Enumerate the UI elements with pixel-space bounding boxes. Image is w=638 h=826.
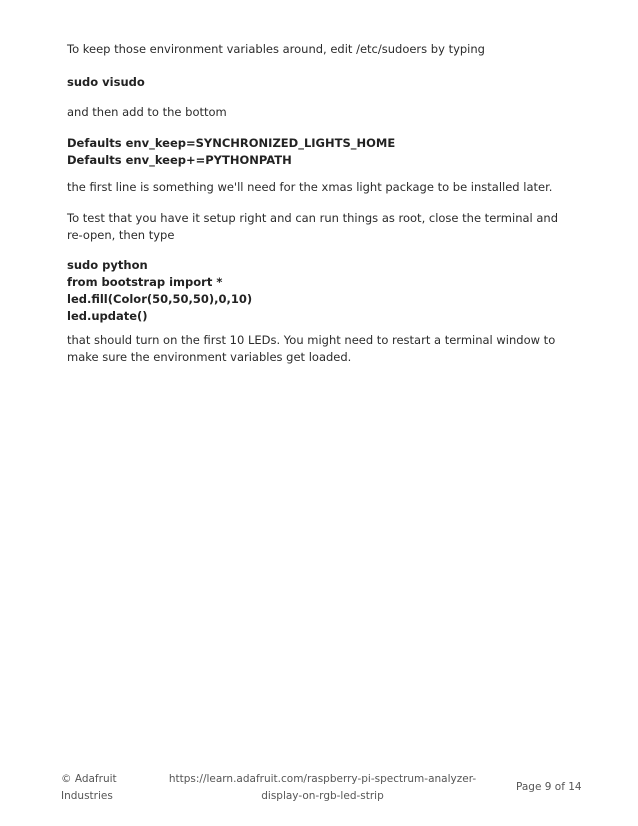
paragraph-add-bottom: and then add to the bottom xyxy=(67,105,227,119)
code-block-visudo xyxy=(67,74,567,91)
code-block-defaults xyxy=(67,135,567,169)
footer-page-number: Page 9 of 14 xyxy=(516,781,582,793)
code-line: Defaults env_keep+=PYTHONPATH xyxy=(67,153,292,167)
paragraph-leds-result: that should turn on the first 10 LEDs. You might need to restart a terminal window to make sure the environment variables get loaded. xyxy=(67,333,556,364)
code-line: led.update() xyxy=(67,309,148,323)
code-line: sudo python xyxy=(67,258,148,272)
code-line: led.fill(Color(50,50,50),0,10) xyxy=(67,292,253,306)
footer-url[interactable]: https://learn.adafruit.com/raspberry-pi-spectrum-analyzer-display-on-rgb-led-strip xyxy=(168,773,477,802)
footer-copyright: © Adafruit Industries xyxy=(61,773,117,802)
code-block-python xyxy=(67,257,567,325)
paragraph-sudoers-intro: To keep those environment variables around, edit /etc/sudoers by typing xyxy=(67,42,485,56)
code-line: sudo visudo xyxy=(67,75,145,89)
paragraph-test-root: To test that you have it setup right and can run things as root, close the terminal and re-open, then type xyxy=(67,211,559,242)
code-line: Defaults env_keep=SYNCHRONIZED_LIGHTS_HOME xyxy=(67,136,396,150)
paragraph-first-line: the first line is something we'll need for the xmas light package to be installed later. xyxy=(67,180,553,194)
code-line: from bootstrap import * xyxy=(67,275,223,289)
